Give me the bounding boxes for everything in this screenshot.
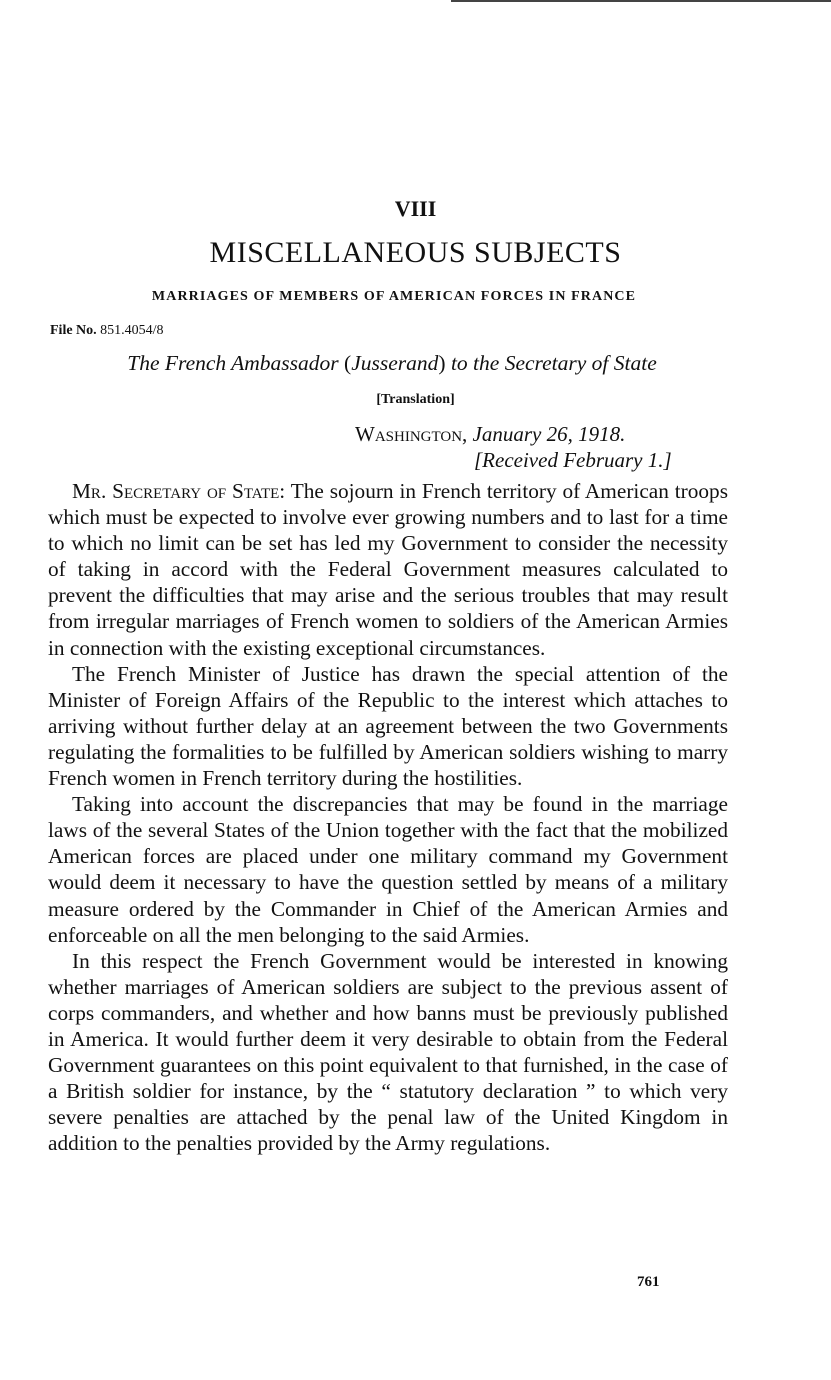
file-label: File No. <box>50 323 97 338</box>
translation-note: [Translation] <box>376 392 455 407</box>
dateline <box>355 422 625 447</box>
section-title: MISCELLANEOUS SUBJECTS <box>209 236 622 269</box>
paragraph-4: In this respect the French Government would be interested in knowing whether marriages of American soldiers are subject to the previous assent of corps commanders, and whether and how banns must be previously published in America. It would further deem it very desirable to obtain from the Federal Government guarantees on this point equivalent to that furnished, in the case of a British soldier for instance, by the “ statutory declaration ” to which very severe penalties are attached by the penal law of the United Kingdom in addition to the penalties provided by the Army regulations. <box>48 948 728 1156</box>
letter-body <box>48 478 728 1156</box>
paragraph-3: Taking into account the discrepancies that may be found in the marriage laws of the several States of the Union together with the fact that the mobilized American forces are placed under one military command my Government would deem it necessary to have the question settled by means of a military measure ordered by the Commander in Chief of the American Armies and enforceable on all the men belonging to the said Armies. <box>48 792 728 947</box>
paragraph-2: The French Minister of Justice has drawn the special attention of the Minister of Foreign Affairs of the Republic to the interest which attaches to arriving without further delay at an agreement between the two Governments regulating the formalities to be fulfilled by American soldiers wishing to marry French women in French territory during the hostilities. <box>48 661 728 791</box>
received-note: [Received February 1.] <box>474 448 672 472</box>
page-number: 761 <box>637 1274 660 1290</box>
dateline-date: January 26, 1918. <box>472 422 626 446</box>
heading-from-name: Jusserand <box>351 351 439 375</box>
top-rule <box>451 0 831 2</box>
heading-from: The French Ambassador <box>127 351 339 375</box>
chapter-number: VIII <box>394 196 437 221</box>
heading-to: to the Secretary of State <box>450 351 657 375</box>
file-number <box>50 323 164 339</box>
dateline-place: Washington, <box>355 422 468 446</box>
salutation: Mr. Secretary of State: <box>72 479 286 503</box>
document-heading: The French Ambassador (Jusserand) to the Secretary of State <box>127 351 657 375</box>
paragraph-1-text: The sojourn in French territory of American troops which must be expected to involve ever growing numbers and to last for a time to which no limit can be set has led my Government to consider the necessity of taking in accord with the Federal Government measures calculated to prevent the difficulties that may arise and the serious troubles that may result from irregular marriages of French women to soldiers of the American Armies in connection with the existing exceptional circumstances. <box>48 479 728 660</box>
paragraph-1 <box>48 478 728 661</box>
file-number-value: 851.4054/8 <box>100 323 164 338</box>
subheading: MARRIAGES OF MEMBERS OF AMERICAN FORCES IN FRANCE <box>151 289 637 304</box>
